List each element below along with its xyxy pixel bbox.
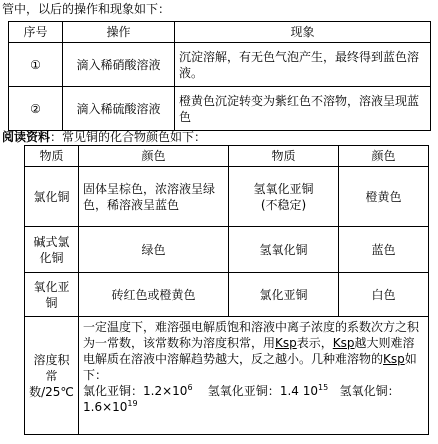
row-operation: 滴入稀硝酸溶液	[63, 43, 175, 87]
color-cell: 橙黄色	[339, 167, 429, 227]
ksp-text-3: 越大则难溶电解质在溶液中溶解趋势越大，反之越小。几种难溶物的	[83, 336, 415, 366]
ksp-term: Ksp	[332, 336, 355, 350]
ksp-value-2-exp: 15	[317, 383, 329, 392]
ksp-description	[79, 317, 429, 435]
substance-name: 氢氧化亚铜	[253, 181, 314, 196]
header-phenomenon: 现象	[175, 22, 431, 43]
table-row	[9, 43, 431, 87]
substance-cell: 氯化铜	[25, 167, 79, 227]
row-num: ②	[9, 87, 63, 131]
color-cell: 白色	[339, 273, 429, 317]
color-cell: 砖红色或橙黄色	[79, 273, 229, 317]
header-substance-2: 物质	[229, 146, 339, 167]
substance-note: (不稳定)	[260, 197, 307, 212]
row-phenomenon: 橙黄色沉淀转变为紫红色不溶物，溶液呈现蓝色	[175, 87, 431, 131]
color-cell: 蓝色	[339, 227, 429, 273]
ksp-term: Ksp	[275, 336, 297, 350]
header-num: 序号	[9, 22, 63, 43]
ksp-text-4: 如下：	[83, 352, 417, 382]
table-header-row	[25, 146, 429, 167]
substance-cell: 氯化亚铜	[229, 273, 339, 317]
header-color-2: 颜色	[339, 146, 429, 167]
ksp-value-1-exp: 6	[187, 383, 193, 392]
header-substance-1: 物质	[25, 146, 79, 167]
ksp-label: 溶度积常数/25℃	[25, 317, 79, 435]
table-header-row	[9, 22, 431, 43]
reading-text: ：常见铜的化合物颜色如下：	[50, 130, 207, 144]
copper-color-table	[24, 145, 429, 435]
substance-cell: 氧化亚铜	[25, 273, 79, 317]
row-operation: 滴入稀硫酸溶液	[63, 87, 175, 131]
ksp-value-3-name: 氢氧化铜：	[339, 384, 400, 398]
substance-cell: 氢氧化铜	[229, 227, 339, 273]
table-row	[25, 227, 429, 273]
ksp-value-1: 1.2×10	[143, 384, 188, 398]
intro-text: 管中，以后的操作和现象如下：	[2, 2, 171, 16]
substance-cell: 碱式氯化铜	[25, 227, 79, 273]
reading-label: 阅读资料	[2, 130, 51, 144]
row-phenomenon: 沉淀溶解，有无色气泡产生，最终得到蓝色溶液。	[175, 43, 431, 87]
ksp-value-3: 1.6×10	[83, 400, 128, 414]
color-cell: 绿色	[79, 227, 229, 273]
table-row	[25, 273, 429, 317]
ksp-text-1: 一定温度下，难溶强电解质饱和溶液中离子浓度的系数次方之积为一常数，该常数称为溶度积常，用	[83, 320, 420, 350]
reading-heading	[2, 128, 206, 145]
ksp-value-3-exp: 19	[127, 399, 138, 408]
table-row	[9, 87, 431, 131]
header-operation: 操作	[63, 22, 175, 43]
ksp-row	[25, 317, 429, 435]
row-num: ①	[9, 43, 63, 87]
ksp-term: Ksp	[383, 352, 405, 366]
ksp-value-2-name: 氢氧化亚铜：	[207, 384, 280, 398]
ksp-text-2: 表示，	[296, 336, 333, 350]
substance-cell	[229, 167, 339, 227]
header-color-1: 颜色	[79, 146, 229, 167]
table-row	[25, 167, 429, 227]
ksp-value-2: 1.4 10	[279, 384, 318, 398]
color-cell: 固体呈棕色，浓溶液呈绿色，稀溶液呈蓝色	[79, 167, 229, 227]
operations-table	[8, 21, 431, 131]
ksp-value-1-name: 氯化亚铜：	[83, 384, 144, 398]
